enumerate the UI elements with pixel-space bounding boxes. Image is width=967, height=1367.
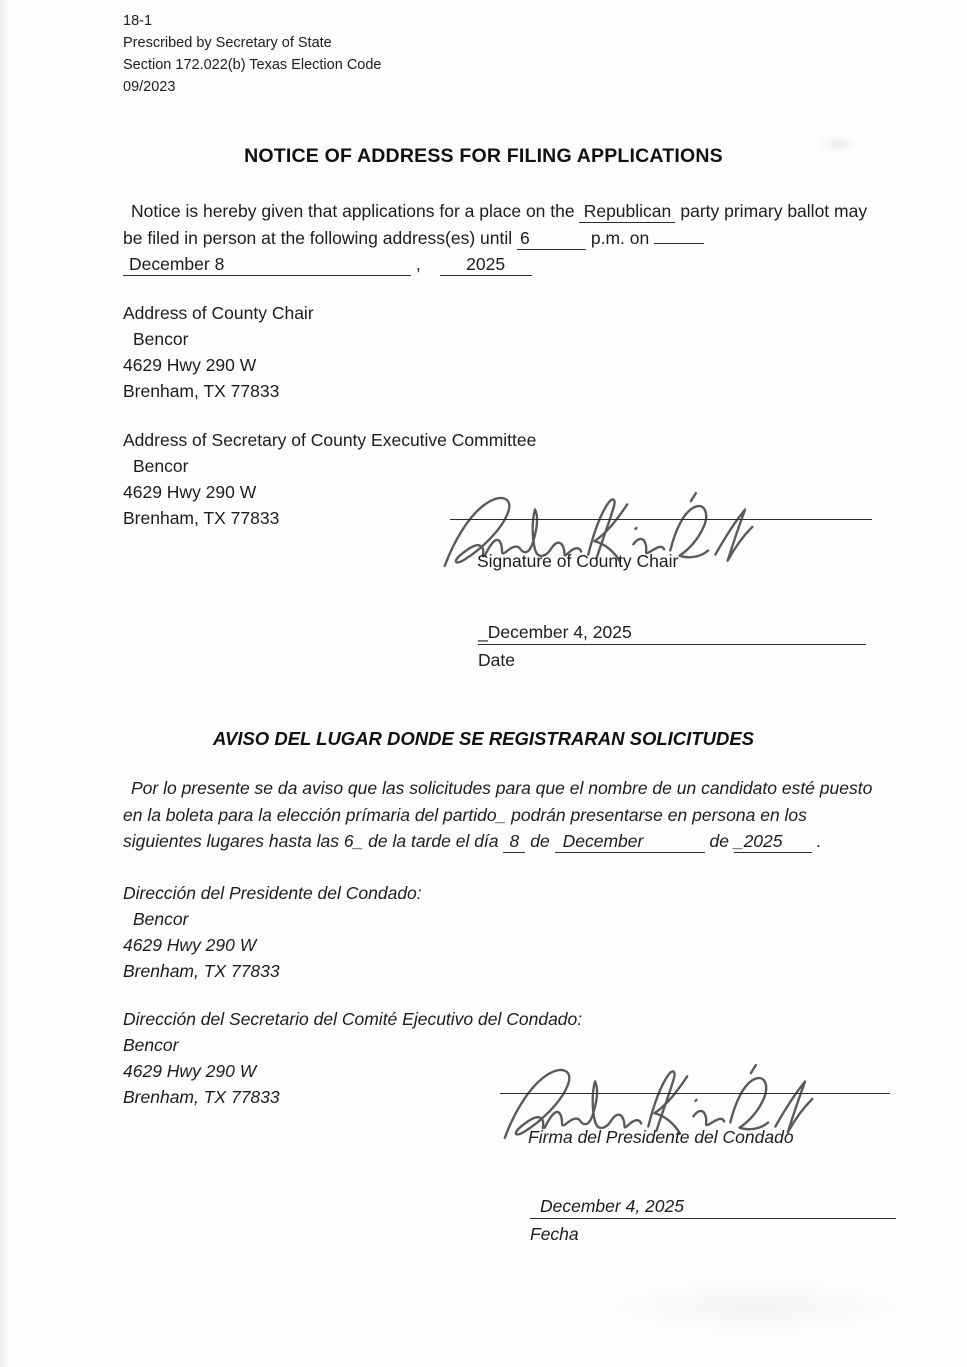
signature-label-spanish: Firma del Presidente del Condado — [528, 1127, 794, 1147]
paragraph-text: be filed in person at the following address(es) until — [123, 227, 513, 248]
date-block-english — [478, 622, 866, 671]
secretario-address-heading: Dirección del Secretario del Comité Ejecutivo del Condado: — [123, 1009, 583, 1029]
date-block-spanish — [530, 1196, 896, 1245]
paragraph-text: party primary ballot may — [680, 201, 868, 221]
scan-artifact — [0, 0, 10, 1367]
form-header — [123, 10, 381, 98]
scan-artifact — [607, 1277, 907, 1337]
paragraph-text: . — [816, 831, 822, 851]
signature-label-english: Signature of County Chair — [477, 551, 679, 571]
presidente-address-block — [123, 880, 422, 984]
form-number: 18-1 — [123, 13, 153, 29]
party-name-blank: Republican — [579, 200, 675, 223]
paragraph-text: p.m. on — [590, 227, 650, 248]
filing-year-blank: 2025 — [440, 253, 532, 276]
address-line: 4629 Hwy 290 W — [123, 1061, 257, 1081]
dia-blank: 8 — [503, 830, 525, 853]
address-line: Brenham, TX 77833 — [123, 381, 280, 401]
date-label: Fecha — [530, 1224, 579, 1244]
date-value: _December 4, 2025 — [478, 622, 866, 645]
notice-title-english: NOTICE OF ADDRESS FOR FILING APPLICATIONS — [244, 145, 723, 167]
notice-paragraph-spanish — [123, 775, 933, 855]
county-chair-address-block — [123, 300, 314, 404]
paragraph-text: siguientes lugares hasta las 6_ de la tarde el día — [123, 831, 499, 851]
county-chair-address-heading: Address of County Chair — [123, 303, 314, 323]
filing-date-blank: December 8 — [123, 253, 411, 276]
notice-paragraph-english — [123, 198, 923, 278]
presidente-address-heading: Dirección del Presidente del Condado: — [123, 883, 422, 903]
signature-line — [500, 1093, 890, 1094]
date-label: Date — [478, 650, 515, 670]
paragraph-text: , — [415, 254, 421, 274]
secretary-address-heading: Address of Secretary of County Executive Committee — [123, 430, 537, 450]
paragraph-text: Por lo presente se da aviso que las solicitudes para que el nombre de un candidato esté puesto — [131, 778, 873, 798]
address-line: Bencor — [123, 1035, 179, 1055]
address-line: Brenham, TX 77833 — [123, 961, 280, 981]
empty-blank — [654, 243, 704, 244]
date-value: December 4, 2025 — [530, 1196, 896, 1219]
paragraph-text: de — [709, 831, 729, 851]
ano-blank: _2025 — [734, 830, 812, 853]
prescribed-by-line: Prescribed by Secretary of State — [123, 35, 332, 51]
address-line: Bencor — [133, 909, 189, 929]
code-section-line: Section 172.022(b) Texas Election Code — [123, 57, 382, 73]
address-line: 4629 Hwy 290 W — [123, 935, 257, 955]
address-line: 4629 Hwy 290 W — [123, 355, 257, 375]
paragraph-text: en la boleta para la elección prímaria del partido_ podrán presentarse en persona en los — [123, 804, 807, 825]
address-line: 4629 Hwy 290 W — [123, 482, 257, 502]
address-line: Bencor — [133, 329, 189, 349]
address-line: Brenham, TX 77833 — [123, 1087, 280, 1107]
paragraph-text: de — [530, 831, 550, 851]
address-line: Brenham, TX 77833 — [123, 508, 280, 528]
mes-blank: December — [555, 830, 705, 853]
notice-title-spanish: AVISO DEL LUGAR DONDE SE REGISTRARAN SOLICITUDES — [213, 728, 754, 749]
paragraph-text: Notice is hereby given that applications for a place on the — [131, 201, 575, 221]
signature-line — [450, 519, 872, 520]
address-line: Bencor — [133, 456, 189, 476]
filing-time-blank: 6 — [517, 227, 586, 250]
revision-date: 09/2023 — [123, 79, 176, 95]
